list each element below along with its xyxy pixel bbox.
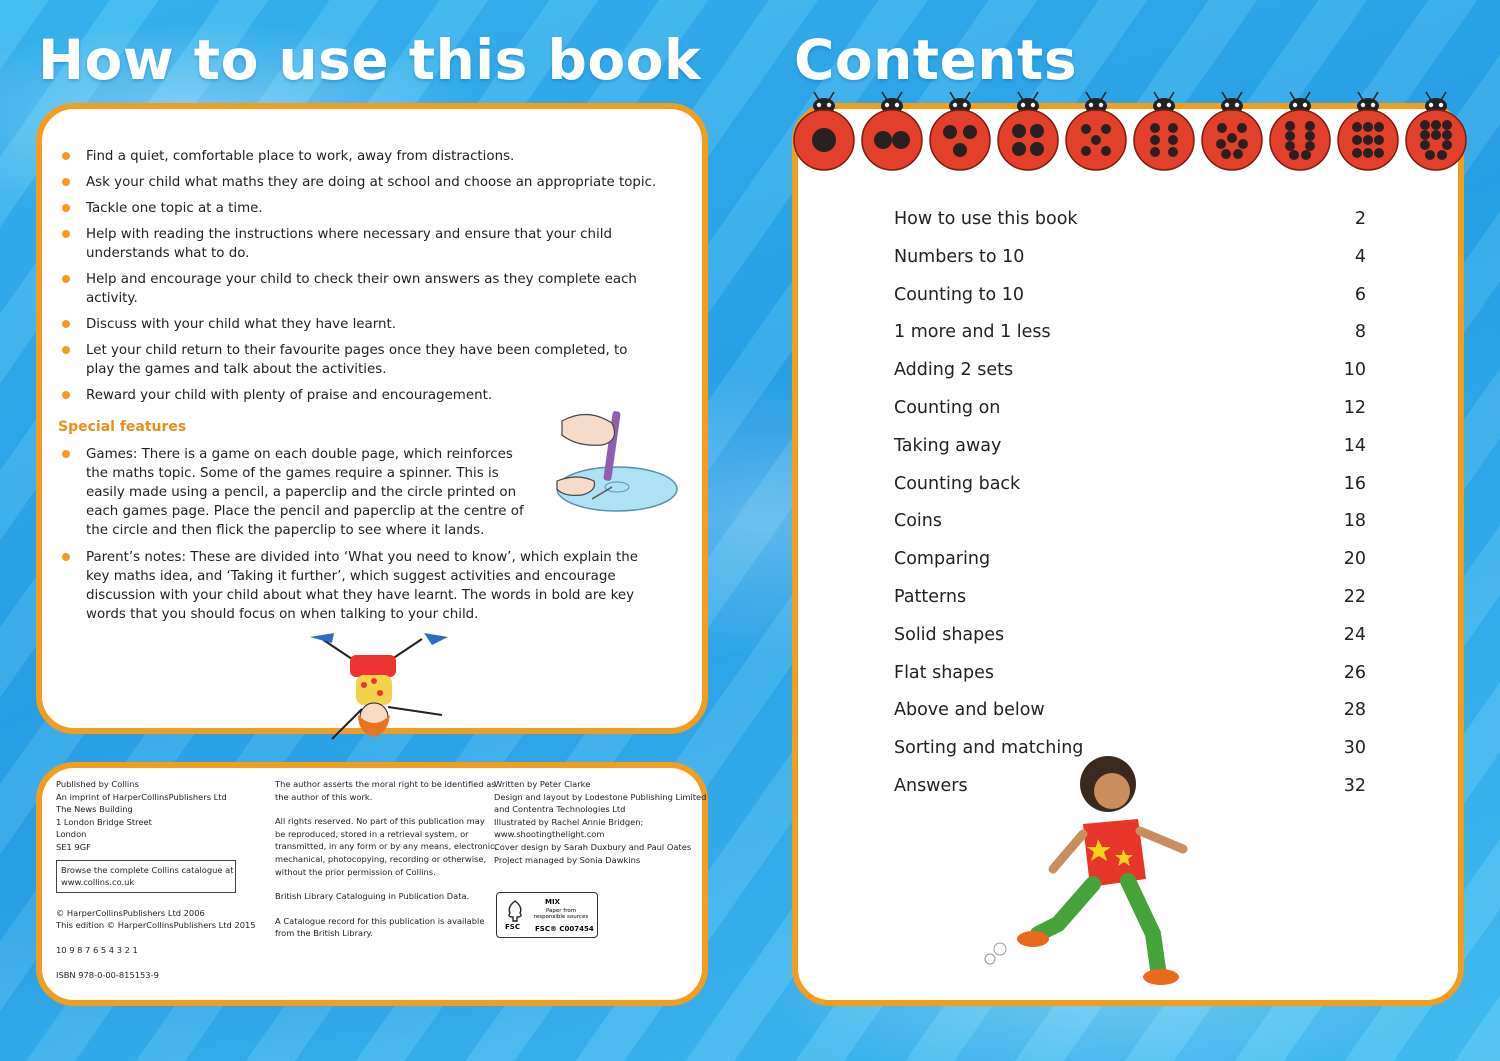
how-to-use-item-text: Help and encourage your child to check their own answers as they complete each activity. [86,272,637,306]
bullet-dot [62,553,70,561]
toc-page-number: 16 [1343,473,1366,494]
rights-line: the author of this work. [275,791,373,802]
bullet-dot [62,346,70,354]
toc-page-number: 12 [1343,397,1366,418]
page-title-contents: Contents [794,28,1078,92]
cartwheel-girl-illustration [292,619,482,749]
fsc-tree-icon [504,899,526,923]
ladybird-6-spots [1134,92,1194,170]
how-to-use-item [58,270,658,308]
toc-page-number: 4 [1354,246,1366,267]
rights-line: be reproduced, stored in a retrieval system, or [275,828,469,839]
special-feature-item-text: Parent’s notes: These are divided into ‘What you need to know’, which explain the key maths idea, and ‘Taking it further’, which suggest activities and encourage discussion with your child about what they have learnt. The words in bold are key words that you should focus on when talking to your child. [86,550,639,622]
author-credit-line: Project managed by Sonia Dawkins [494,854,641,865]
publisher-line: Published by Collins [56,779,139,789]
how-to-use-item [58,341,658,379]
how-to-use-item-text: Ask your child what maths they are doing at school and choose an appropriate topic. [86,175,657,190]
bullet-dot [62,152,70,160]
toc-row[interactable] [894,549,1366,587]
publisher-line: An imprint of HarperCollinsPublishers Ltd [56,791,227,802]
author-credits-column [494,778,706,866]
how-to-use-item [58,199,658,218]
rights-line: All rights reserved. No part of this publication may [275,816,485,827]
rights-paragraph [275,778,497,803]
author-credit-line: Written by Peter Clarke [494,779,591,789]
author-credit-line: and Contentra Technologies Ltd [494,804,626,815]
toc-page-number: 32 [1343,775,1366,796]
toc-page-number: 24 [1343,624,1366,645]
toc-title: Counting to 10 [894,284,1024,305]
fsc-mix: MIX [545,898,560,906]
copyright-line: This edition © HarperCollinsPublishers Ltd 2015 [56,920,256,931]
rights-paragraph [275,915,497,940]
how-to-use-item-text: Let your child return to their favourite pages once they have been completed, to play the games and talk about the activities. [86,343,628,377]
spinner-illustration [542,401,682,521]
toc-title: Counting on [894,397,1001,418]
bullet-dot [62,230,70,238]
toc-row[interactable] [894,474,1366,512]
how-to-use-panel [36,103,708,734]
isbn: ISBN 978-0-00-815153-9 [56,969,159,980]
ladybird-8-spots [1270,92,1330,170]
toc-row[interactable] [894,587,1366,625]
toc-row[interactable] [894,700,1366,738]
fsc-source: Paper from responsible sources [533,908,589,920]
author-credit-line: www.shootingthelight.com [494,829,605,840]
publisher-column [56,778,256,981]
toc-row[interactable] [894,436,1366,474]
fsc-code: FSC® C007454 [535,925,594,933]
how-to-use-item [58,225,658,263]
rights-line: The author asserts the moral right to be identified as [275,779,496,789]
toc-page-number: 14 [1343,435,1366,456]
ladybird-3-spots [930,92,990,170]
toc-title: Comparing [894,549,991,570]
toc-title: How to use this book [894,209,1078,229]
how-to-use-item [58,147,658,166]
how-to-use-item [58,315,658,334]
publishing-credits-panel [36,762,708,1006]
running-boy-illustration [978,749,1238,999]
ladybird-counting-row [790,88,1470,188]
bullet-dot [62,320,70,328]
toc-page-number: 8 [1354,322,1366,343]
toc-title: Patterns [894,586,967,607]
how-to-use-item [58,173,658,192]
toc-row[interactable] [894,322,1366,360]
toc-page-number: 26 [1343,662,1366,683]
toc-row[interactable] [894,360,1366,398]
rights-line: transmitted, in any form or by any means, electronic, [275,841,498,852]
catalogue-line: Browse the complete Collins catalogue at [61,864,234,875]
ladybird-4-spots [998,92,1058,170]
print-line: 10 9 8 7 6 5 4 3 2 1 [56,944,138,955]
publisher-line: SE1 9GF [56,841,91,852]
rights-line: A Catalogue record for this publication is available [275,915,485,926]
how-to-use-list [58,147,658,412]
toc-title: Counting back [894,473,1021,494]
toc-title: Adding 2 sets [894,360,1014,381]
publisher-line: 1 London Bridge Street [56,816,152,827]
publisher-line: London [56,829,87,840]
catalogue-link-box[interactable] [56,860,236,893]
fsc-label: FSC [505,923,520,931]
bullet-dot [62,178,70,186]
toc-title: Answers [894,775,968,796]
toc-title: Solid shapes [894,624,1005,645]
author-credit-line: Design and layout by Lodestone Publishing Limited [494,791,707,802]
toc-title: Flat shapes [894,662,995,683]
how-to-use-item-text: Find a quiet, comfortable place to work, away from distractions. [86,149,515,164]
toc-page-number: 2 [1354,209,1366,229]
author-credit-line: Cover design by Sarah Duxbury and Paul Oates [494,841,692,852]
toc-page-number: 30 [1343,738,1366,759]
toc-page-number: 28 [1343,700,1366,721]
how-to-use-item-text: Reward your child with plenty of praise and encouragement. [86,388,493,403]
toc-row[interactable] [894,285,1366,323]
toc-row[interactable] [894,625,1366,663]
contents-panel [792,103,1464,1006]
toc-page-number: 6 [1354,284,1366,305]
author-credit-line: Illustrated by Rachel Annie Bridgen; [494,816,644,827]
special-feature-item [58,445,526,540]
ladybird-5-spots [1066,92,1126,170]
copyright-line: © HarperCollinsPublishers Ltd 2006 [56,907,205,918]
toc-page-number: 22 [1343,586,1366,607]
toc-title: 1 more and 1 less [894,322,1051,343]
toc-page-number: 10 [1343,360,1366,381]
special-feature-item-text: Games: There is a game on each double page, which reinforces the maths topic. Some of the games require a spinner. This is easily made using a pencil, a paperclip and the circle printed on each games page. Place the pencil and paperclip at the centre of the circle and then flick the paperclip to see where it lands. [86,447,524,538]
how-to-use-item-text: Discuss with your child what they have learnt. [86,317,396,332]
special-feature-item [58,548,646,624]
toc-row[interactable] [894,247,1366,285]
toc-row[interactable] [894,209,1366,247]
rights-column [275,778,497,952]
toc-title: Above and below [894,700,1045,721]
special-features-title: Special features [58,419,187,435]
ladybird-1-spots [794,92,854,170]
rights-line: British Library Cataloguing in Publication Data. [275,891,470,902]
rights-line: without the prior permission of Collins. [275,866,436,877]
ladybird-10-spots [1406,92,1466,170]
ladybird-7-spots [1202,92,1262,170]
toc-page-number: 20 [1343,549,1366,570]
page-title-how-to-use: How to use this book [38,28,702,92]
catalogue-line: www.collins.co.uk [61,877,135,888]
bullet-dot [62,391,70,399]
bullet-dot [62,204,70,212]
toc-row[interactable] [894,663,1366,701]
toc-title: Taking away [894,435,1002,456]
bullet-dot [62,450,70,458]
ladybird-2-spots [862,92,922,170]
how-to-use-item-text: Help with reading the instructions where necessary and ensure that your child understands what to do. [86,227,612,261]
table-of-contents [894,209,1366,814]
toc-title: Numbers to 10 [894,246,1025,267]
bullet-dot [62,275,70,283]
rights-line: from the British Library. [275,928,373,939]
toc-title: Sorting and matching [894,738,1084,759]
toc-title: Coins [894,511,942,532]
how-to-use-item-text: Tackle one topic at a time. [86,201,263,216]
publisher-line: The News Building [56,804,133,815]
toc-row[interactable] [894,398,1366,436]
rights-paragraph [275,815,497,878]
toc-page-number: 18 [1343,511,1366,532]
toc-row[interactable] [894,511,1366,549]
ladybird-9-spots [1338,92,1398,170]
rights-paragraph [275,890,497,903]
rights-line: mechanical, photocopying, recording or otherwise, [275,853,487,864]
fsc-logo [496,892,598,938]
